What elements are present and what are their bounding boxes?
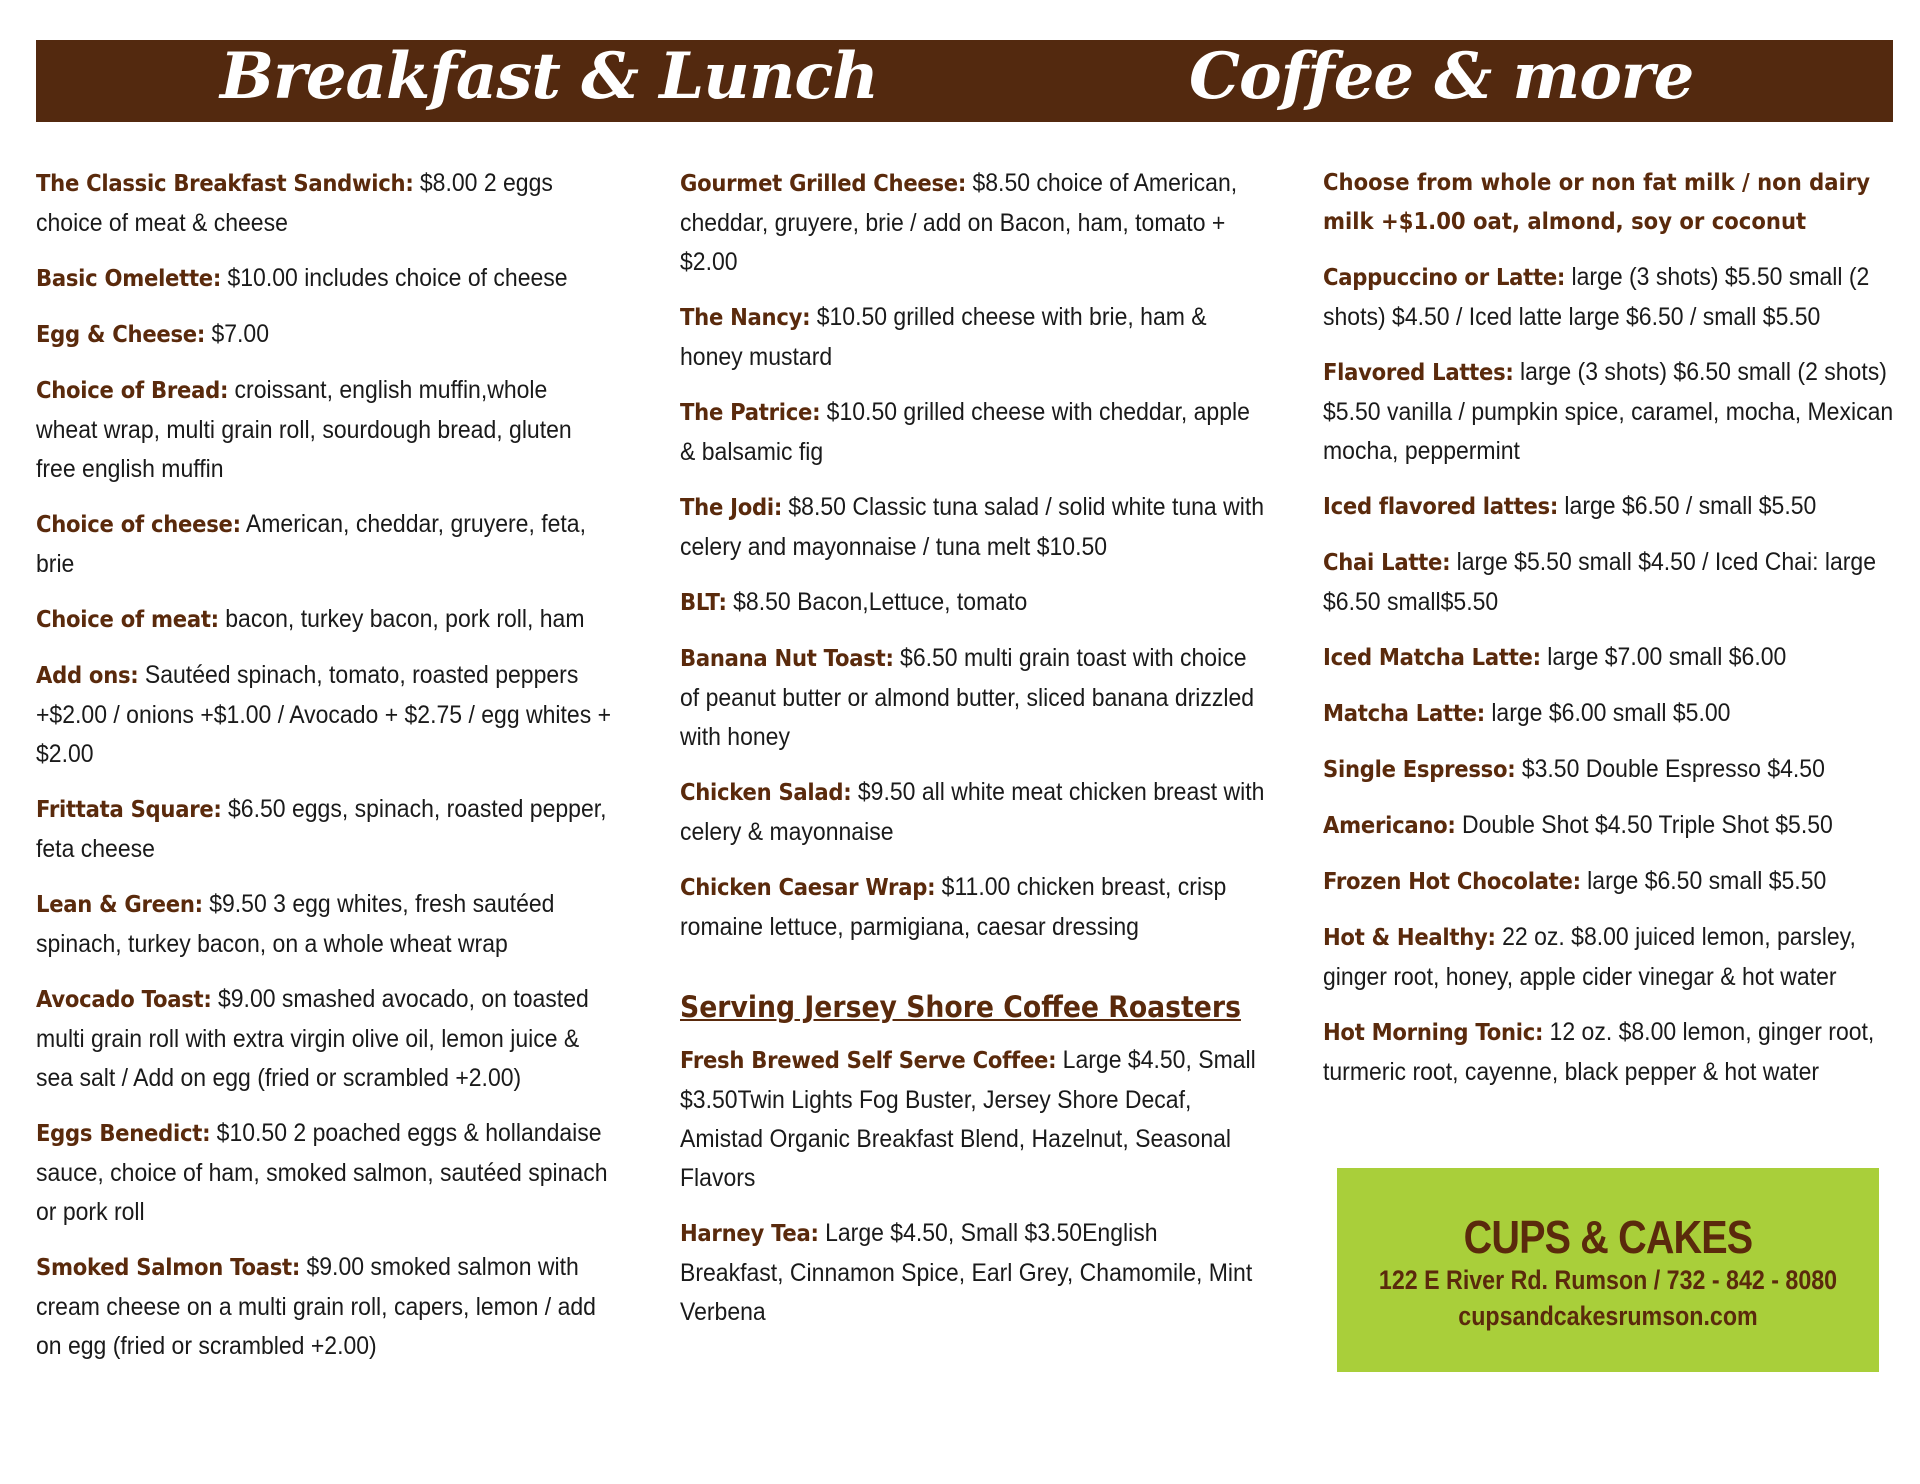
menu-item-harney-tea [680, 1214, 1266, 1332]
menu-item-chai-latte [1323, 543, 1894, 622]
item-description: large $6.50 / small $5.50 [1558, 492, 1817, 520]
item-name: Chicken Salad: [680, 780, 852, 806]
brand-name: CUPS & CAKES [1463, 1211, 1753, 1263]
item-name: Frittata Square: [36, 797, 222, 823]
menu-item-frozen-hot-chocolate [1323, 862, 1894, 902]
breakfast-column [36, 164, 616, 1382]
item-name: Smoked Salmon Toast: [36, 1255, 301, 1281]
item-description: large $5.50 small $4.50 / Iced Chai: large $6.50 small$5.50 [1323, 548, 1877, 616]
item-name: Avocado Toast: [36, 987, 212, 1013]
breakfast-lunch-title: Breakfast & Lunch [220, 39, 878, 114]
item-name: Choice of cheese: [36, 512, 241, 538]
item-description: $10.50 2 poached eggs & hollandaise sauce, choice of ham, smoked salmon, sautéed spinach or pork roll [36, 1119, 608, 1226]
milk-options-note: Choose from whole or non fat milk / non dairy milk +$1.00 oat, almond, soy or coconut [1323, 170, 1871, 235]
item-description: $8.50 Classic tuna salad / solid white tuna with celery and mayonnaise / tuna melt $10.50 [680, 493, 1264, 561]
menu-item-avocado-toast [36, 980, 612, 1098]
menu-item-cappuccino-latte [1323, 258, 1894, 337]
menu-item-iced-matcha-latte [1323, 638, 1894, 678]
item-description: 12 oz. $8.00 lemon, ginger root, turmeric root, cayenne, black pepper & hot water [1323, 1018, 1875, 1086]
item-description: $7.00 [205, 320, 270, 348]
item-name: Choice of meat: [36, 607, 219, 633]
item-description: American, cheddar, gruyere, feta, brie [36, 510, 586, 578]
item-description: large (3 shots) $5.50 small (2 shots) $4.50 / Iced latte large $6.50 / small $5.50 [1323, 263, 1870, 331]
menu-item-blt [680, 583, 1266, 623]
item-name: Banana Nut Toast: [680, 646, 894, 672]
brand-website: cupsandcakesrumson.com [1458, 1301, 1758, 1331]
item-name: Harney Tea: [680, 1221, 819, 1247]
item-name: The Jodi: [680, 495, 783, 521]
menu-item-smoked-salmon-toast [36, 1248, 612, 1366]
item-name: Iced Matcha Latte: [1323, 645, 1541, 671]
item-name: Frozen Hot Chocolate: [1323, 869, 1581, 895]
item-description: $10.50 grilled cheese with cheddar, apple & balsamic fig [680, 398, 1250, 466]
item-name: Hot & Healthy: [1323, 925, 1496, 951]
menu-item-single-espresso [1323, 750, 1894, 790]
item-name: BLT: [680, 590, 727, 616]
item-description: Double Shot $4.50 Triple Shot $5.50 [1455, 811, 1833, 839]
item-name: Lean & Green: [36, 892, 203, 918]
item-name: Choice of Bread: [36, 378, 229, 404]
coffee-more-title: Coffee & more [1189, 39, 1694, 114]
menu-item-the-patrice [680, 393, 1266, 472]
item-name: Flavored Lattes: [1323, 360, 1514, 386]
item-name: Iced flavored lattes: [1323, 494, 1559, 520]
item-name: Eggs Benedict: [36, 1121, 211, 1147]
menu-item-americano [1323, 806, 1894, 846]
item-description: $6.50 multi grain toast with choice of peanut butter or almond butter, sliced banana drizzled with honey [680, 644, 1255, 751]
item-name: Basic Omelette: [36, 266, 222, 292]
item-name: The Patrice: [680, 400, 821, 426]
menu-item-banana-nut-toast [680, 639, 1266, 757]
menu-item-lean-green [36, 885, 612, 964]
menu-item-chicken-salad [680, 773, 1266, 852]
menu-item-classic-breakfast-sandwich [36, 164, 612, 243]
item-description: $8.50 Bacon,Lettuce, tomato [726, 588, 1028, 616]
menu-item-hot-morning-tonic [1323, 1013, 1894, 1092]
menu-item-gourmet-grilled-cheese [680, 164, 1266, 282]
item-name: Add ons: [36, 663, 139, 689]
item-name: Single Espresso: [1323, 757, 1516, 783]
menu-item-matcha-latte [1323, 694, 1894, 734]
menu-item-add-ons [36, 656, 612, 774]
item-description: $6.50 eggs, spinach, roasted pepper, feta cheese [36, 795, 607, 863]
menu-item-eggs-benedict [36, 1114, 612, 1232]
item-name: Cappuccino or Latte: [1323, 265, 1566, 291]
menu-item-hot-healthy [1323, 918, 1894, 997]
item-description: $8.00 2 eggs choice of meat & cheese [36, 169, 553, 237]
menu-item-chicken-caesar-wrap [680, 868, 1266, 947]
lunch-column [680, 164, 1270, 1348]
item-name: Chicken Caesar Wrap: [680, 875, 936, 901]
item-name: Egg & Cheese: [36, 322, 206, 348]
item-description: Sautéed spinach, tomato, roasted peppers +$2.00 / onions +$1.00 / Avocado + $2.75 / egg whites + $2.00 [36, 661, 612, 768]
item-name: Gourmet Grilled Cheese: [680, 171, 967, 197]
item-name: Hot Morning Tonic: [1323, 1020, 1544, 1046]
coffee-column [1323, 164, 1898, 1108]
menu-item-the-nancy [680, 298, 1266, 377]
menu-item-iced-flavored-lattes [1323, 487, 1894, 527]
item-description: $10.00 includes choice of cheese [221, 264, 568, 292]
menu-item-egg-cheese [36, 315, 612, 355]
menu-item-flavored-lattes [1323, 353, 1894, 471]
item-name: Chai Latte: [1323, 550, 1451, 576]
item-description: $8.50 choice of American, cheddar, gruyere, brie / add on Bacon, ham, tomato + $2.00 [680, 169, 1238, 276]
item-description: $9.50 3 egg whites, fresh sautéed spinach, turkey bacon, on a whole wheat wrap [36, 890, 555, 958]
menu-item-choice-of-cheese [36, 505, 612, 584]
menu-item-choice-of-bread [36, 371, 612, 489]
item-description: large $7.00 small $6.00 [1540, 643, 1787, 671]
item-description: $9.00 smashed avocado, on toasted multi grain roll with extra virgin olive oil, lemon juice & sea salt / Add on egg (fried or scrambled +2.00) [36, 985, 589, 1092]
item-description: large (3 shots) $6.50 small (2 shots) $5.50 vanilla / pumpkin spice, caramel, mocha, Mexican mocha, peppermint [1323, 358, 1894, 465]
item-description: 22 oz. $8.00 juiced lemon, parsley, ginger root, honey, apple cider vinegar & hot water [1323, 923, 1856, 991]
item-description: $3.50 Double Espresso $4.50 [1515, 755, 1825, 783]
menu-item-frittata-square [36, 790, 612, 869]
coffee-roasters-heading: Serving Jersey Shore Coffee Roasters [680, 990, 1241, 1024]
item-name: Matcha Latte: [1323, 701, 1485, 727]
item-name: Fresh Brewed Self Serve Coffee: [680, 1048, 1057, 1074]
item-name: The Nancy: [680, 305, 811, 331]
item-name: The Classic Breakfast Sandwich: [36, 171, 414, 197]
menu-item-basic-omelette [36, 259, 612, 299]
item-description: large $6.50 small $5.50 [1580, 867, 1827, 895]
item-description: Large $4.50, Small $3.50Twin Lights Fog Buster, Jersey Shore Decaf, Amistad Organic Breakfast Blend, Hazelnut, Seasonal Flavors [680, 1046, 1256, 1192]
header-banner [36, 40, 1893, 122]
menu-item-choice-of-meat [36, 600, 612, 640]
menu-item-fresh-brewed-coffee [680, 1041, 1266, 1198]
item-description: bacon, turkey bacon, pork roll, ham [218, 605, 585, 633]
item-description: $11.00 chicken breast, crisp romaine lettuce, parmigiana, caesar dressing [680, 873, 1227, 941]
item-description: $10.50 grilled cheese with brie, ham & honey mustard [680, 303, 1207, 371]
item-description: $9.00 smoked salmon with cream cheese on a multi grain roll, capers, lemon / add on egg (fried or scrambled +2.00) [36, 1253, 596, 1360]
item-description: croissant, english muffin,whole wheat wrap, multi grain roll, sourdough bread, gluten free english muffin [36, 376, 572, 483]
brand-contact-box [1337, 1168, 1879, 1372]
menu-item-the-jodi [680, 488, 1266, 567]
item-description: Large $4.50, Small $3.50English Breakfast, Cinnamon Spice, Earl Grey, Chamomile, Mint Verbena [680, 1219, 1253, 1326]
item-description: large $6.00 small $5.00 [1484, 699, 1731, 727]
brand-address-phone: 122 E River Rd. Rumson / 732 - 842 - 8080 [1378, 1265, 1838, 1295]
item-name: Americano: [1323, 813, 1456, 839]
item-description: $9.50 all white meat chicken breast with celery & mayonnaise [680, 778, 1265, 846]
